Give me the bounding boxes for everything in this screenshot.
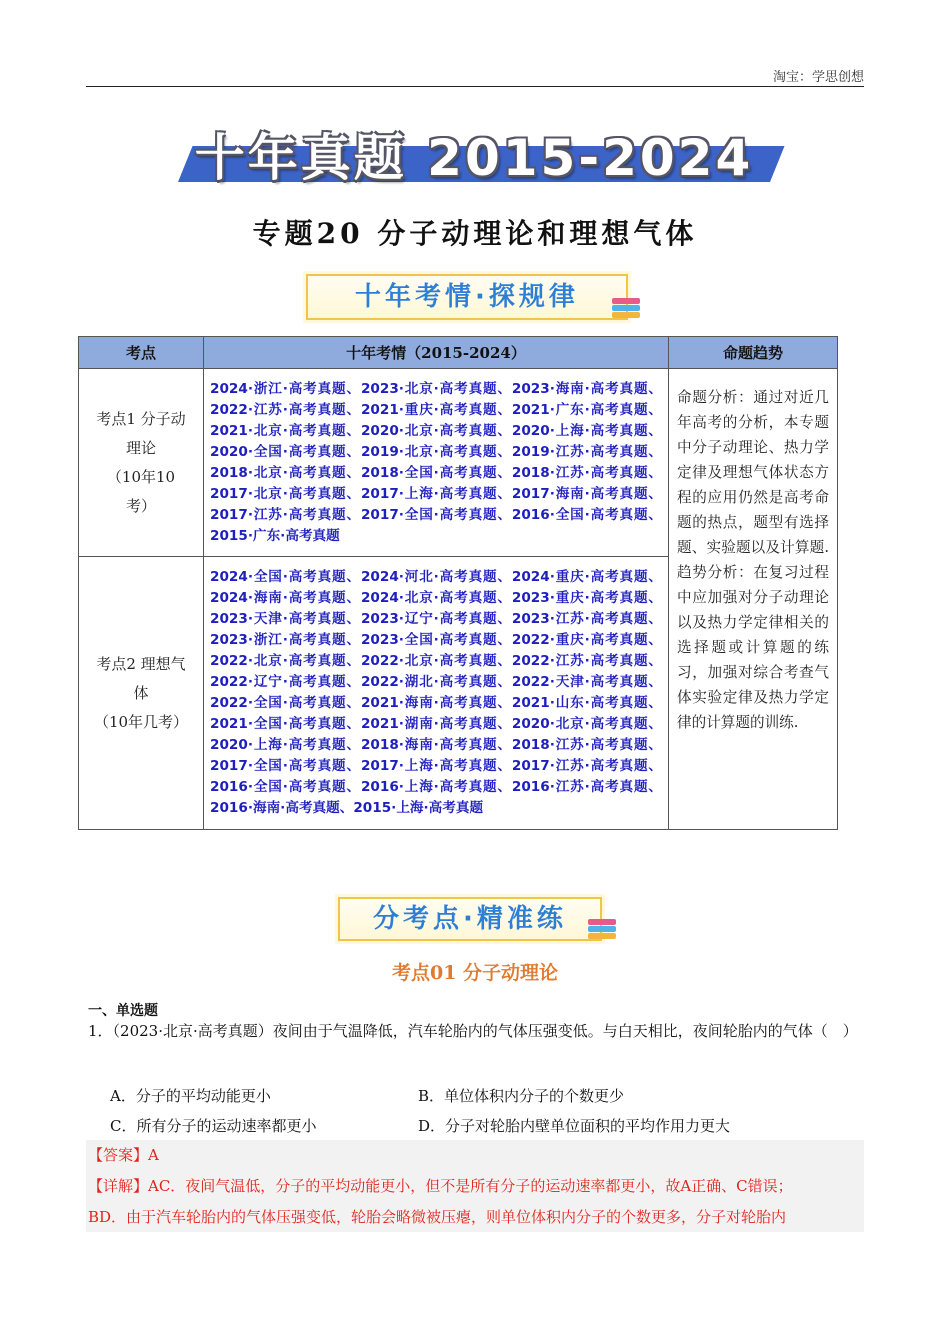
option-b: B．单位体积内分子的个数更少 — [418, 1087, 625, 1105]
option-d: D．分子对轮胎内壁单位面积的平均作用力更大 — [418, 1117, 731, 1135]
shop-note: 淘宝：学思创想 — [772, 70, 864, 85]
trend-cell: 命题分析：通过对近几年高考的分析，本专题中分子动理论、热力学定律及理想气体状态方程的应用仍然是高考命题的热点，题型有选择题、实验题以及计算题.趋势分析：在复习过程中应加强对分子动理论以及热力学定律相关的选择题或计算题的练习，加强对综合考查气体实验定律及热力学定律的计算题的训练. — [669, 369, 838, 830]
point-line: 考点1 分子动 — [96, 409, 186, 428]
point-line: 理论 — [125, 438, 156, 457]
point-line: 体 — [133, 683, 149, 702]
books-icon — [588, 919, 618, 941]
badge-label: 十年考情·探规律 — [355, 282, 579, 312]
topic-title: 专题20 分子动理论和理想气体 — [252, 217, 698, 250]
option-a: A．分子的平均动能更小 — [110, 1087, 271, 1105]
answer-line: 【答案】A — [88, 1146, 159, 1164]
title-banner — [178, 118, 770, 187]
section-badge-exam-trends — [306, 274, 628, 320]
table-header-row — [79, 337, 838, 369]
header-divider — [86, 86, 864, 87]
detail-line: BD．由于汽车轮胎内的气体压强变低，轮胎会略微被压瘪，则单位体积内分子的个数更多，分子对轮胎内 — [88, 1208, 787, 1226]
header-cell: 十年考情（2015-2024） — [204, 337, 669, 369]
table-row — [79, 369, 838, 557]
point-line: （10年10 — [106, 467, 176, 486]
section-label: 一、单选题 — [88, 1003, 158, 1019]
exam-analysis-table — [78, 336, 838, 830]
header-cell: 考点 — [79, 337, 204, 369]
detail-line: 【详解】AC．夜间气温低，分子的平均动能更小，但不是所有分子的运动速率都更小，故A正确、C错误； — [88, 1177, 793, 1195]
question-text: 1．（2023·北京·高考真题）夜间由于气温降低，汽车轮胎内的气体压强变低。与白天相比，夜间轮胎内的气体（ ） — [88, 1022, 858, 1040]
point-cell — [79, 369, 204, 557]
banner-title: 十年真题 2015-2024 — [194, 129, 754, 187]
books-icon — [612, 298, 642, 320]
years-cell: 2024·全国·高考真题、2024·河北·高考真题、2024·重庆·高考真题、2024·海南·高考真题、2024·北京·高考真题、2023·重庆·高考真题、2023·天津·高考真题、2023·辽宁·高考真题、2023·江苏·高考真题、2023·浙江·高考真题、2023·全国·高考真题、2022·重庆·高考真题、2022·北京·高考真题、2022·北京·高考真题、2022·江苏·高考真题、2022·辽宁·高考真题、2022·湖北·高考真题、2022·天津·高考真题、2022·全国·高考真题、2021·海南·高考真题、2021·山东·高考真题、2021·全国·高考真题、2021·湖南·高考真题、2020·北京·高考真题、2020·上海·高考真题、2018·海南·高考真题、2018·江苏·高考真题、2017·全国·高考真题、2017·上海·高考真题、2017·江苏·高考真题、2016·全国·高考真题、2016·上海·高考真题、2016·江苏·高考真题、2016·海南·高考真题、2015·上海·高考真题 — [204, 557, 669, 830]
point-line: 考点2 理想气 — [96, 654, 186, 673]
header-cell: 命题趋势 — [669, 337, 838, 369]
kp01-title: 考点01 分子动理论 — [391, 962, 559, 984]
point-line: （10年几考） — [93, 712, 189, 731]
point-line: 考） — [125, 496, 156, 515]
years-cell: 2024·浙江·高考真题、2023·北京·高考真题、2023·海南·高考真题、2022·江苏·高考真题、2021·重庆·高考真题、2021·广东·高考真题、2021·北京·高考真题、2020·北京·高考真题、2020·上海·高考真题、2020·全国·高考真题、2019·北京·高考真题、2019·江苏·高考真题、2018·北京·高考真题、2018·全国·高考真题、2018·江苏·高考真题、2017·北京·高考真题、2017·上海·高考真题、2017·海南·高考真题、2017·江苏·高考真题、2017·全国·高考真题、2016·全国·高考真题、2015·广东·高考真题 — [204, 369, 669, 557]
badge-label: 分考点·精准练 — [373, 904, 567, 934]
point-cell — [79, 557, 204, 830]
section-badge-practice — [338, 897, 602, 941]
option-c: C．所有分子的运动速率都更小 — [110, 1117, 317, 1135]
